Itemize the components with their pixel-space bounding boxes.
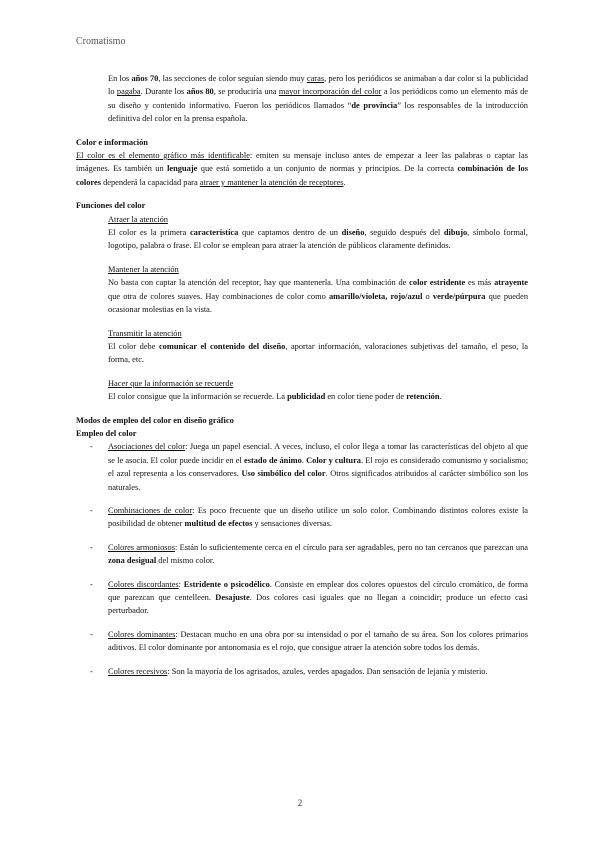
- color-info-paragraph: El color es el elemento gráfico más identificable: emiten su mensaje incluso antes de empezar a leer las palabras o captar las imágenes. Es también un lenguaje que está sometido a un conjunto de normas y principios. De la correcta combinación de los colores dependerá la capacidad para atraer y mantener la atención de receptores.: [76, 151, 529, 187]
- heading-empleo-del-color: Empleo del color: [76, 428, 137, 438]
- intro-paragraph: En los años 70, las secciones de color seguían siendo muy caras, pero los periódicos se animaban a dar color si la publicidad lo pagaba. Durante los años 80, se produciría una mayor incorporación del color a los periódicos como un elemento más de su diseño y contenido informativo. Fueron los periódicos llamados “de provincia” los responsables de la introducción definitiva del color en la prensa española.: [108, 74, 529, 124]
- subheading-mantener: Mantener la atención: [108, 264, 179, 274]
- page-content: [76, 72, 528, 688]
- paragraph-recordar: El color consigue que la información se recuerde. La publicidad en color tiene poder de retención.: [108, 392, 442, 402]
- subheading-transmitir: Transmitir la atención: [108, 328, 182, 338]
- paragraph-mantener: No basta con captar la atención del receptor, hay que mantenerla. Una combinación de color estridente es más atrayente que otra de colores suaves. Hay combinaciones de color como amarillo/violeta, rojo/azul o verde/púrpura que pueden ocasionar molestias en la vista.: [108, 278, 529, 315]
- list-item-recesivos: - Colores recesivos: Son la mayoría de los agrisados, azules, verdes apagados. Dan sensación de lejanía y misterio.: [90, 666, 488, 676]
- heading-color-informacion: Color e información: [76, 137, 148, 147]
- paragraph-transmitir: El color debe comunicar el contenido del diseño, aportar información, valoraciones subjetivas del tamaño, el peso, la forma, etc.: [108, 341, 528, 365]
- page-number: 2: [297, 798, 303, 808]
- heading-modos-de-empleo: Modos de empleo del color en diseño gráfico: [76, 415, 234, 425]
- paragraph-atraer: El color es la primera característica que captamos dentro de un diseño, seguido después del dibujo, símbolo formal, logotipo, palabra o frase. El color se emplean para atraer la atención de públicos claramente definidos.: [108, 228, 528, 251]
- list-item-combinaciones: - Combinaciones de color: Es poco frecuente que un diseño utilice un solo color. Combinando distintos colores existe la posibilidad de obtener multitud de efectos y sensaciones diversas.: [90, 505, 528, 529]
- list-item-dominantes: - Colores dominantes: Destacan mucho en una obra por su intensidad o por el tamaño de su área. Son los colores primarios aditivos. El color dominante por antonomasia es el rojo, que consigue atraer la atención sobre todos los demás.: [90, 629, 528, 653]
- list-item-discordantes: - Colores discordantes: Estridente o psicodélico. Consiste en emplear dos colores opuestos del círculo cromático, de forma que parezcan que centelleen. Desajuste. Dos colores casi iguales que no llegan a coincidir; produce un efecto casi perturbador.: [90, 579, 528, 616]
- list-item-asociaciones: - Asociaciones del color: Juega un papel esencial. A veces, incluso, el color llega a tomar las características del objeto al que se le asocia. El color puede incidir en el estado de ánimo. Color y cultura. El rojo es considerado comunismo y socialismo; el azul representa a los conservadores. Uso simbólico del color. Otros significados atribuidos al carácter simbólico son los naturales.: [90, 442, 529, 492]
- subheading-atraer: Atraer la atención: [108, 214, 168, 224]
- running-header: Cromatismo: [76, 36, 126, 47]
- empleo-list: [76, 440, 528, 678]
- heading-funciones-del-color: Funciones del color: [76, 201, 146, 211]
- list-item-armoniosos: - Colores armoniosos: Están lo suficientemente cerca en el círculo para ser agradables, pero no tan cercanos que parezcan una zona desigual del mismo color.: [90, 542, 528, 566]
- subheading-recordar: Hacer que la información se recuerde: [108, 378, 234, 388]
